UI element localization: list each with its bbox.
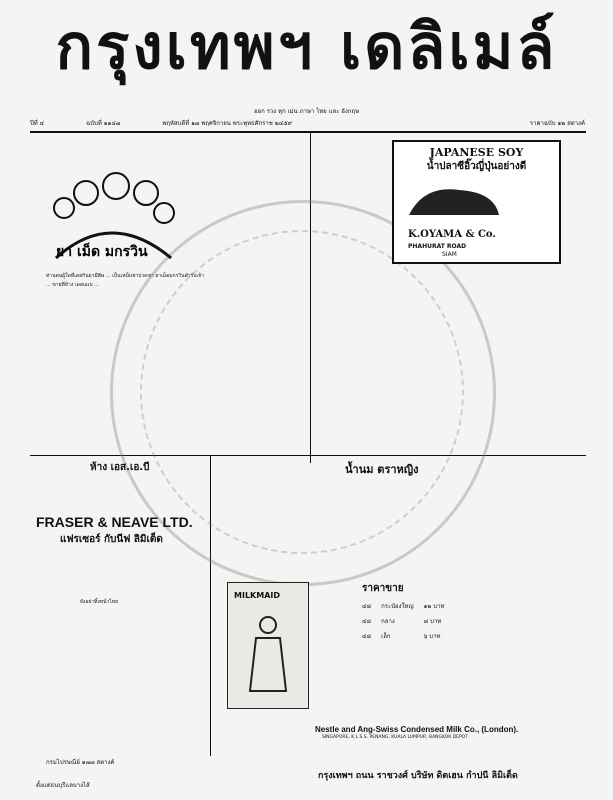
left-footer: กรมไปรษณีย์ ๑๗๗ สตางค์ — [46, 759, 115, 766]
nestle-name-en: Nestle and Ang-Swiss Condensed Milk Co., (London). — [315, 725, 519, 734]
issue-bar — [30, 118, 585, 130]
price-list-title: ราคาขาย — [362, 583, 404, 594]
table-row: ๔๘ กระป๋องใหญ่ ๑๒ บาท — [362, 603, 445, 610]
center-header: น้ำนม ตราหญิง — [345, 463, 419, 476]
pill-cartoon-image — [36, 168, 186, 268]
milk-tin-image — [227, 582, 309, 709]
table-row: ๔๘ เล็ก ๖ บาท — [362, 633, 441, 640]
soy-ad-maker: K.OYAMA & Co. — [408, 229, 496, 240]
soy-ad-address: PHAHURAT ROAD — [408, 243, 467, 250]
table-row: ๔๘ กลาง ๘ บาท — [362, 618, 442, 625]
masthead-subline: ออก รวง ทุก เม่น ภาษา ไทย และ อังกฤษ — [253, 108, 360, 115]
milkmaid-figure-icon — [246, 613, 290, 693]
volume-label: ปีที่ ๔ — [30, 120, 45, 127]
soy-ad-title-th: น้ำปลาซีอิ๊วญี่ปุ่นอย่างดี — [426, 161, 527, 172]
issue-date: พฤหัสบดีที่ ๑๗ พฤศจิกายน พระพุทธศักราช ๒๔๕๙ — [162, 120, 293, 127]
soy-ad-country: SIAM — [442, 251, 457, 258]
nestle-address: SINGAPORE, K.L.S.S. PENANG, KUALA LUMPUR, BANGKOK DEPOT — [322, 735, 468, 740]
price-table — [362, 600, 454, 645]
masthead-title: กรุงเทพฯ เดลิเมล์ — [55, 10, 558, 83]
soy-ad-title-en: JAPANESE SOY — [429, 146, 524, 159]
tin-label: MILKMAID — [234, 591, 281, 600]
fraser-name-th: แฟรเซอร์ กับนีฟ ลิมิเต็ด — [60, 534, 163, 545]
left-footer-2: ตั้งแต่ธนบุรีแลบางไส้ — [36, 782, 90, 789]
pill-ad-text: ท่านคนผู้ใดที่เคยกินยามีพิษ ... เป็นเหน็บชาปวดขา ยาเม็ดมกรวินตำรับเจ้า ... ขายที่ห้าง เดสเอเบ ... — [46, 273, 204, 288]
company-header: ห้าง เอส.เอ.บี — [90, 462, 150, 473]
issue-number: ฉบับที่ ๑๑๔๗ — [86, 120, 121, 127]
fraser-name-en: FRASER & NEAVE LTD. — [36, 514, 193, 530]
lion-icon — [404, 180, 504, 220]
nestle-name-th: กรุงเทพฯ ถนน ราชวงศ์ บริษัท ดิตเฮน กำปนี ลิมิเต็ด — [318, 771, 518, 781]
fraser-note: ยังอย่าทิ้งหน้าไทย — [80, 599, 119, 605]
japanese-soy-ad — [392, 140, 561, 264]
top-rule — [30, 131, 586, 133]
issue-price: ราคาฉบับ ๑๒ สตางค์ — [529, 120, 585, 127]
cartoon-caption: ยา เม็ด มกรวิน — [56, 244, 148, 260]
